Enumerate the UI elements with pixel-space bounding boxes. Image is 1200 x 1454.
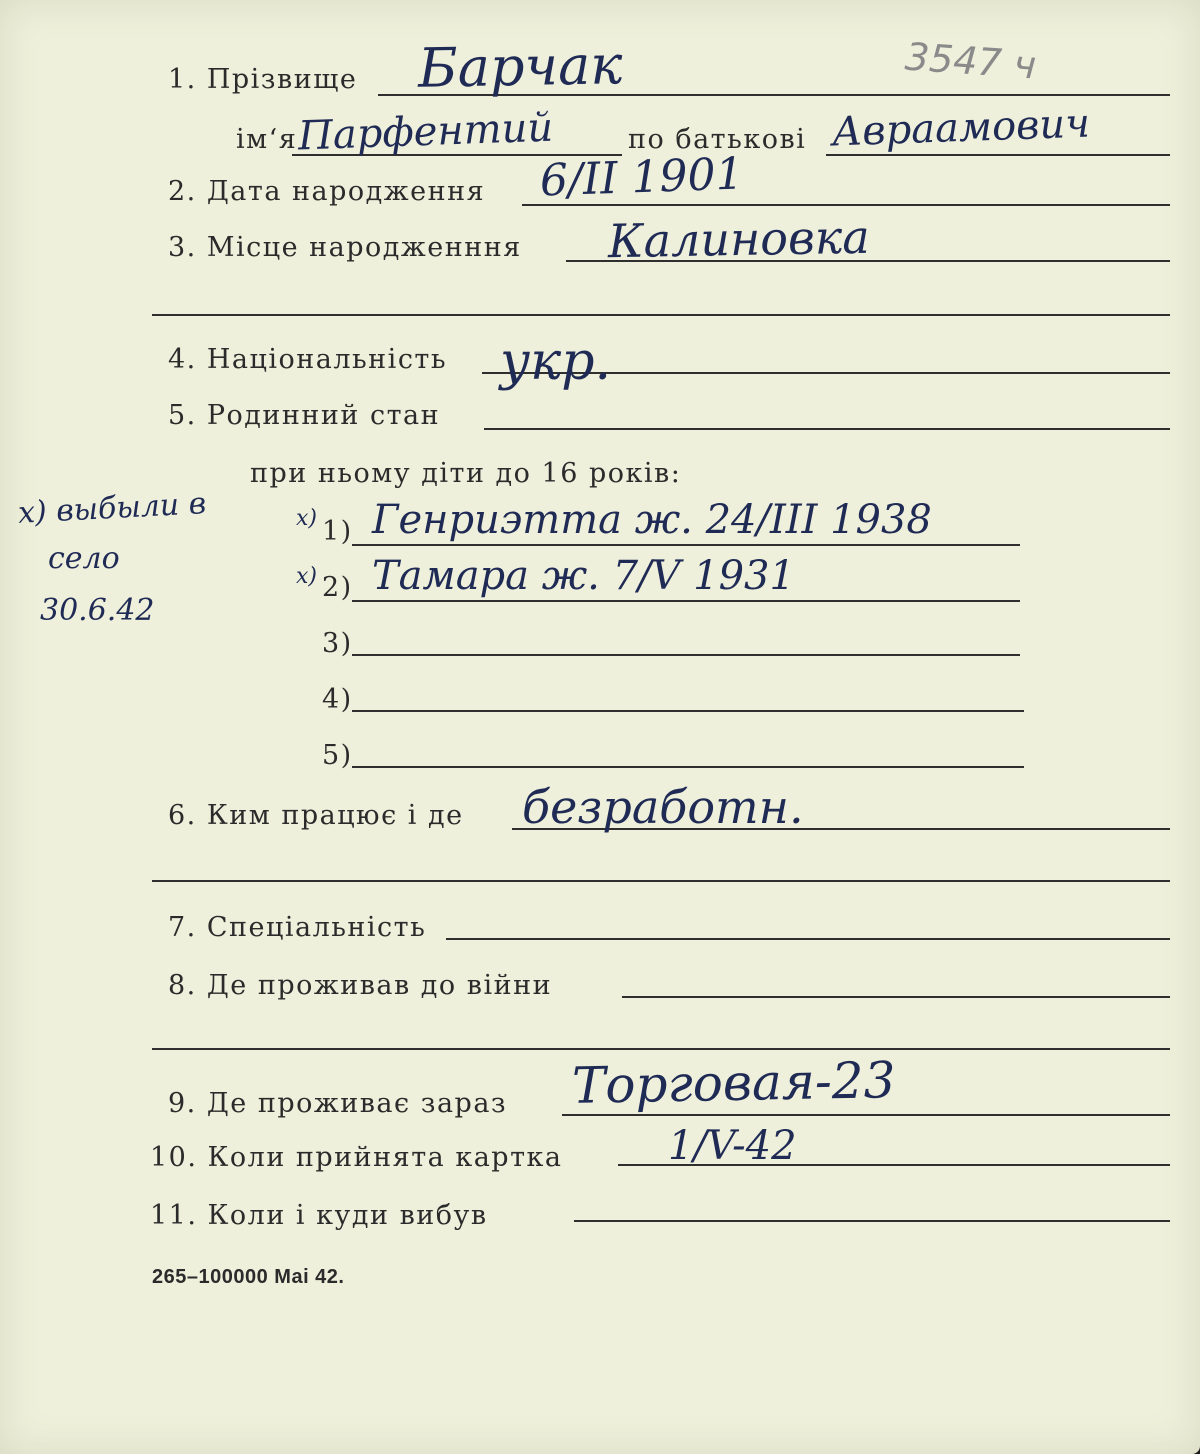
birth-date-line: [522, 204, 1170, 206]
label-prewar-residence: 8. Де проживав до війни: [168, 970, 553, 1001]
child-2-line: [352, 600, 1020, 602]
nationality-entry: укр.: [500, 332, 612, 392]
patronymic-line: [826, 154, 1170, 156]
card-accepted-entry: 1/V-42: [668, 1123, 797, 1169]
child-1-line: [352, 544, 1020, 546]
child-5-number: 5): [322, 740, 353, 771]
label-nationality: 4. Національність: [168, 344, 448, 375]
occupation-entry: безработн.: [522, 780, 804, 834]
child-2-number: 2): [322, 572, 353, 603]
label-surname: 1. Прізвище: [168, 64, 358, 95]
label-current-address: 9. Де проживає зараз: [168, 1088, 508, 1119]
occupation-line-2: [152, 880, 1170, 882]
label-patronymic: по батькові: [628, 124, 807, 155]
child-3-number: 3): [322, 628, 353, 659]
birth-place-entry: Калиновка: [607, 209, 871, 269]
birth-date-entry: 6/II 1901: [539, 148, 745, 207]
departed-line: [574, 1220, 1170, 1222]
archive-number: 3547 ч: [903, 34, 1038, 88]
label-specialty: 7. Спеціальність: [168, 912, 427, 943]
current-address-entry: Торговая-23: [571, 1051, 896, 1115]
child-1-mark: x): [296, 506, 317, 531]
label-card-accepted: 10. Коли прийнята картка: [150, 1142, 563, 1173]
label-family-status: 5. Родинний стан: [168, 400, 441, 431]
label-departed: 11. Коли і куди вибув: [150, 1200, 488, 1231]
specialty-line: [446, 938, 1170, 940]
child-2-mark: x): [296, 564, 317, 589]
child-3-line: [352, 654, 1020, 656]
current-address-line: [562, 1114, 1170, 1116]
child-2-entry: Тамара ж. 7/V 1931: [372, 553, 795, 599]
child-5-line: [352, 766, 1024, 768]
family-status-line: [484, 428, 1170, 430]
child-1-number: 1): [322, 516, 353, 547]
margin-note-line2: село: [48, 541, 120, 576]
print-code: 265–100000 Mai 42.: [152, 1266, 345, 1288]
label-children: при ньому діти до 16 років:: [250, 458, 682, 489]
prewar-residence-line: [622, 996, 1170, 998]
label-birth-date: 2. Дата народження: [168, 176, 486, 207]
birth-place-line-2: [152, 314, 1170, 316]
margin-note-line3: 30.6.42: [40, 593, 155, 628]
label-first-name: ім‘я: [236, 124, 298, 155]
label-occupation: 6. Ким працює і де: [168, 800, 464, 831]
prewar-residence-line-2: [152, 1048, 1170, 1050]
margin-note-line1: x) выбыли в: [17, 486, 207, 531]
child-4-number: 4): [322, 684, 353, 715]
surname-entry: Барчак: [417, 33, 624, 100]
child-1-entry: Генриэтта ж. 24/III 1938: [372, 497, 932, 543]
label-birth-place: 3. Місце народженння: [168, 232, 522, 263]
first-name-entry: Парфентий: [297, 104, 554, 160]
child-4-line: [352, 710, 1024, 712]
patronymic-entry: Авраамович: [831, 100, 1091, 156]
